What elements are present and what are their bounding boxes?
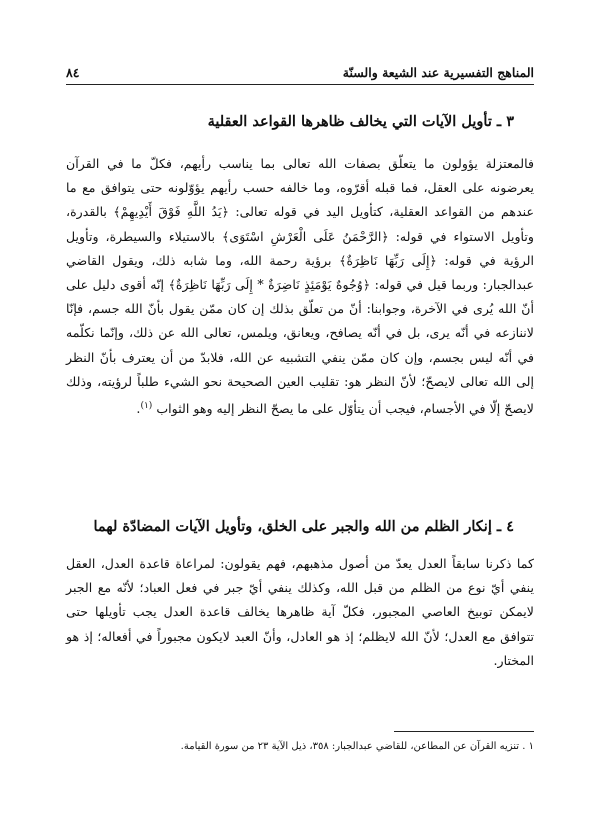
section-3-text: فالمعتزلة يؤولون ما يتعلّق بصفات الله تعالى بما يناسب رأيهم، فكلّ ما في القرآن يعرضونه على العقل، فما قبله أقرّوه، وما خالفه حسب رأيهم يؤوّلونه حتى يتوافق مع ما عندهم من القواعد العقلية، كتأويل اليد في قوله تعالى: ﴿يَدُ اللَّهِ فَوْقَ أَيْدِيهِمْ﴾ بالقدرة، وتأويل الاستواء في قوله: ﴿الرَّحْمَنُ عَلَى الْعَرْشِ اسْتَوَى﴾ بالاستيلاء والسيطرة، وتأويل الرؤية في قوله: ﴿إِلَى رَبِّهَا نَاظِرَةٌ﴾ برؤية رحمة الله، وما شابه ذلك، ويقول القاضي عبدالجبار: وربما قيل في قوله: ﴿وُجُوهٌ يَوْمَئِذٍ نَاضِرَةٌ * إِلَى رَبِّهَا نَاظِرَةٌ﴾ إنّه أقوى دليل على أنّ الله يُرى في الآخرة، وجوابنا: أنّ من تعلّق بذلك إن كان ممّن يقول بأنّ الله جسم، فإنّا لاننازعه في أنّه يرى، بل في أنّه يصافح، ويعانق، ويلمس، تعالى الله عن ذلك، وإنّما نكلّمه في أنّه ليس بجسم، وإن كان ممّن ينفي التشبيه عن الله، فلابدّ من أن يعترف بأنّ النظر إلى الله تعالى لايصحّ؛ لأنّ النظر هو: تقليب العين الصحيحة نحو الشيء طلباً لرؤيته، وذلك لايصحّ إلّا في الأجسام، فيجب أن يتأوّل على ما يصحّ النظر إليه وهو الثواب — [66, 156, 534, 417]
section-4-paragraph: كما ذكرنا سابقاً العدل يعدّ من أصول مذهبهم، فهم يقولون: لمراعاة قاعدة العدل، العقل ينفي أيّ نوع من الظلم من قبل الله، وكذلك ينفي أيّ جبر في فعل العباد؛ لأنّه مع الجبر لايمكن توبيخ العاصي المجبور، فكلّ آية ظاهرها يخالف قاعدة العدل يجب تأويلها حتى تتوافق مع العدل؛ لأنّ الله لايظلم؛ إذ هو العادل، وأنّ العبد لايكون مجبوراً في أفعاله؛ إذ هو المختار. — [66, 556, 534, 668]
running-header — [66, 60, 534, 80]
page-number: ٨٤ — [66, 65, 80, 80]
header-divider — [66, 84, 534, 85]
section-4-heading: ٤ ـ إنكار الظلم من الله والجبر على الخلق، وتأويل الآيات المضادّة لهما — [93, 518, 514, 535]
footnote-divider — [394, 731, 534, 732]
section-3-heading: ٣ ـ تأويل الآيات التي يخالف ظاهرها القواعد العقلية — [207, 113, 514, 130]
section-3-end: . — [136, 401, 141, 417]
section-3-paragraph — [66, 152, 534, 421]
footnote: ١ . تنزيه القرآن عن المطاعن، للقاضي عبدالجبار: ٣٥٨، ذيل الآية ٢٣ من سورة القيامة. — [180, 741, 534, 752]
running-title: المناهج التفسيرية عند الشيعة والسنّة — [342, 65, 534, 80]
footnote-reference[interactable]: (١) — [140, 401, 153, 412]
